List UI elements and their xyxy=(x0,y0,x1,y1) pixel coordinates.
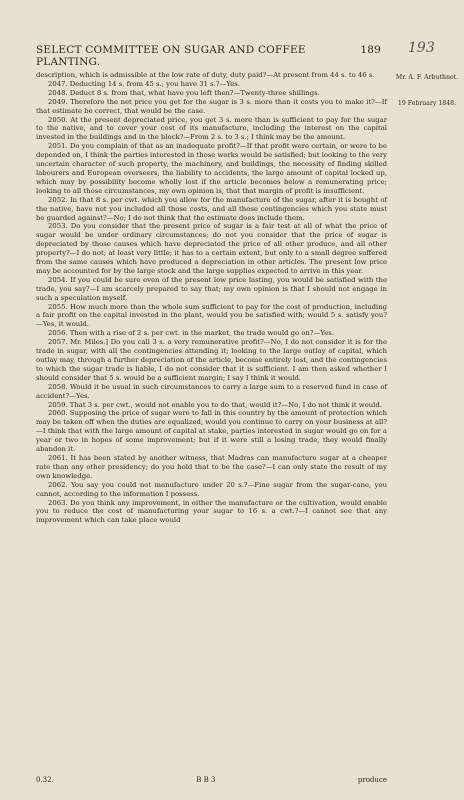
paragraph: 2062. You say you could not manufacture under 20 s.?—Fine sugar from the sugar-cane, you cannot, according to the information I possess. xyxy=(36,480,387,498)
running-header xyxy=(36,44,381,68)
sidenote-witness: Mr. A. F. Arbuthnot. xyxy=(395,74,459,81)
paragraph: 2049. Therefore the net price you get for the sugar is 3 s. more than it costs you to make it?—If that estimate be correct, that would be the case. xyxy=(36,97,387,115)
footer-left: 0.32. xyxy=(36,776,54,784)
paragraph: 2059. That 3 s. per cwt., would not enable you to do that, would it?—No, I do not think it would. xyxy=(48,400,382,409)
paragraph: 2058. Would it be usual in such circumstances to carry a large sum to a reserved fund in case of accident?—Yes. xyxy=(36,382,387,400)
paragraph: 2050. At the present depreciated price, you get 3 s. more than is sufficient to pay for the sugar to the native, and to cover your cost of its manufacture, including the interest on the capital invested in the buildings and in the block?—From 2 s. to 3 s.; I think may be the amount. xyxy=(36,115,387,142)
paragraph: 2052. In that 8 s. per cwt. which you allow for the manufacture of the sugar, after it is bought of the native, have not you included all those costs, and all those contingencies which you state must be guarded against?—No; I do not think that the estimate does include them. xyxy=(36,195,387,222)
paragraph: 2055. How much more than the whole sum sufficient to pay for the cost of production, including a fair profit on the capital invested in the plant, would you be satisfied with; would 5 s. satisfy you?—Yes, it would. xyxy=(36,302,387,329)
paragraph: 2047. Deducting 14 s. from 45 s., you have 31 s.?—Yes. xyxy=(48,79,240,88)
footer-signature: B B 3 xyxy=(196,776,216,784)
testimony-text xyxy=(36,71,387,525)
handwritten-page-number: 193 xyxy=(408,40,435,56)
footer-catchword: produce xyxy=(357,776,387,784)
paragraph: 2051. Do you complain of that as an inadequate profit?—If that profit were certain, or were to be depended on, I think the parties interested in those works would be satisfied; but looking to the very uncertain character of such property, the machinery, and buildings, the necessity of finding skilled labourers and European overseers, the liability to accidents, the large amount of capital locked up, which may by possibility become wholly lost if the article becomes below a remunerating price; looking to all those circumstances, my own opinion is, that that margin of profit is insufficient. xyxy=(36,142,387,195)
paragraph: 2063. Do you think any improvement, in either the manufacture or the cultivation, would enable you to reduce the cost of manufacturing your sugar to 16 s. a cwt.?—I cannot see that any improvement which can take place would xyxy=(36,498,387,525)
header-page-number: 189 xyxy=(360,44,381,56)
paragraph: 2056. Then with a rise of 2 s. per cwt. in the market, the trade would go on?—Yes. xyxy=(48,329,334,338)
paragraph: 2061. It has been stated by another witness, that Madras can manufacture sugar at a cheaper rate than any other presidency; do you hold that to be the case?—I can only state the result of my own knowledge. xyxy=(36,453,387,480)
header-title: SELECT COMMITTEE ON SUGAR AND COFFEE PLANTING. xyxy=(36,44,306,68)
paragraph: 2057. Mr. Miles.] Do you call 3 s. a very remunerative profit?—No, I do not consider it is for the trade in sugar, with all the contingencies attending it; looking to the large outlay of capital, which outlay may, through a further depreciation of the article, become entirely lost, and the contingencies to which the sugar trade is liable, I do not consider that it is sufficient. I am then asked whether I should consider that 5 s. would be a sufficient margin; I say I think it would. xyxy=(36,338,387,382)
paragraph: 2053. Do you consider that the present price of sugar is a fair test at all of what the price of sugar would be under ordinary circumstances; do not you consider that the price of sugar is depreciated by those causes which have depreciated the price of all other produce, and all other property?—I do not; at least very little; it has to a certain extent, but only to a small degree suffered from the same causes which have produced a depreciation in other articles. The present low price may be accounted for by the large stock and the large supplies expected to arrive in this year. xyxy=(36,222,387,275)
paragraph: 2048. Deduct 8 s. from that, what have you left then?—Twenty-three shillings. xyxy=(48,88,320,97)
sidenote-date: 19 February 1848. xyxy=(397,100,457,107)
paragraph: 2054. If you could be sure even of the present low price lasting, you would be satisfied with the trade, you say?—I am scarcely prepared to say that; my own opinion is that I should not engage in such a speculation myself. xyxy=(36,275,387,302)
paragraph: description, which is admissible at the low rate of duty, duty paid?—At present from 44 s. to 46 s. xyxy=(36,71,375,79)
paragraph: 2060. Supposing the price of sugar were to fall in this country by the amount of protection which may be taken off when the duties are equalized, would you continue to carry on your business at all?—I think that with the large amount of capital at stake, parties interested in sugar would go on for a year or two in hopes of some improvement; but if it were still a losing trade, they would finally abandon it. xyxy=(36,409,387,454)
page-footer xyxy=(36,776,387,784)
